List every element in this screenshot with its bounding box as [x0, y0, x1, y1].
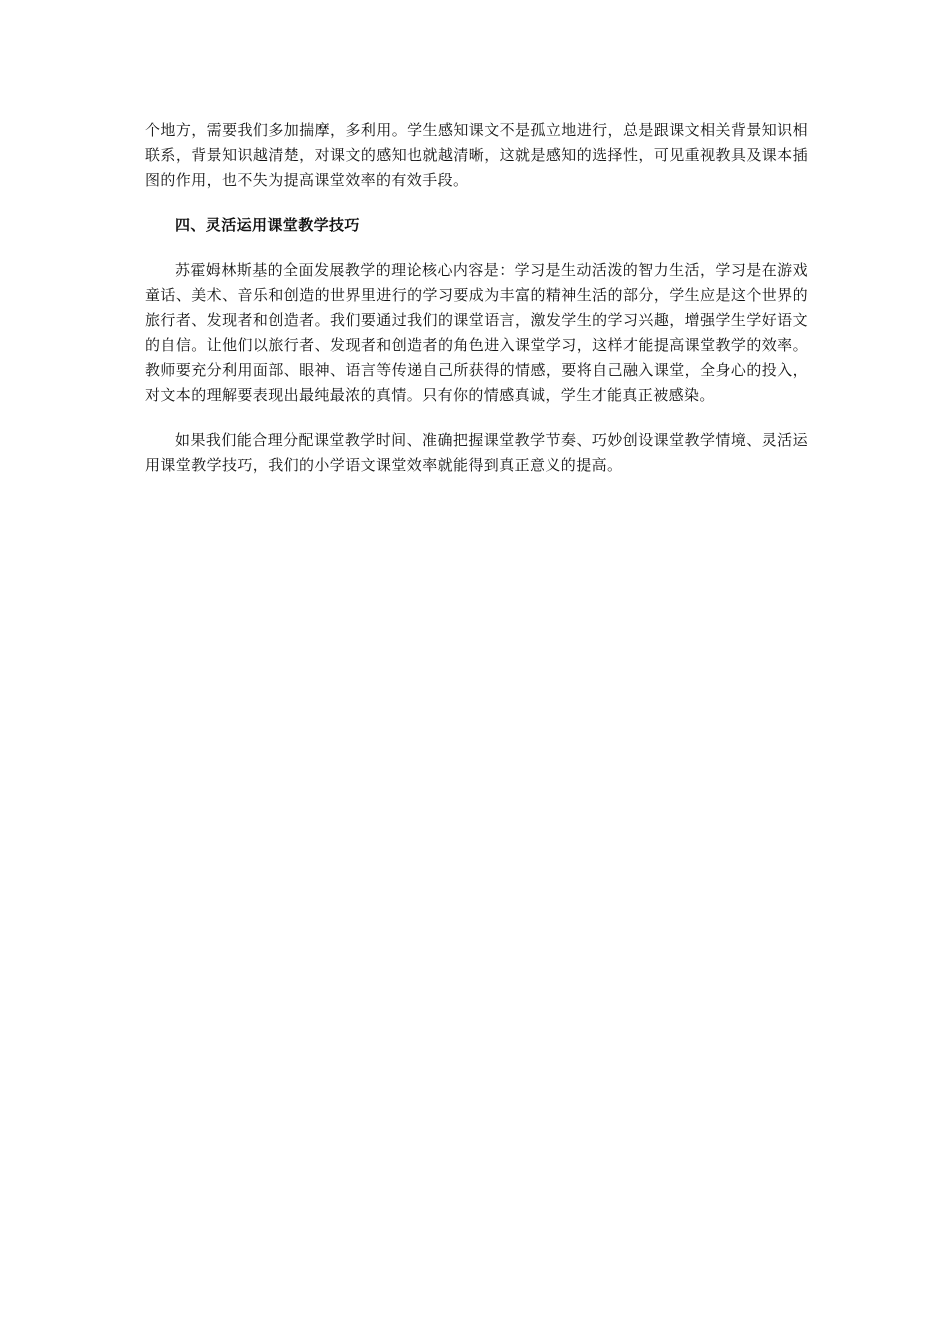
paragraph-continuation: 个地方，需要我们多加揣摩，多利用。学生感知课文不是孤立地进行，总是跟课文相关背景知识相联系，背景知识越清楚，对课文的感知也就越清晰，这就是感知的选择性，可见重视教具及课本插图的作用，也不失为提高课堂效率的有效手段。 [145, 121, 808, 189]
paragraph-body: 苏霍姆林斯基的全面发展教学的理论核心内容是：学习是生动活泼的智力生活，学习是在游戏童话、美术、音乐和创造的世界里进行的学习要成为丰富的精神生活的部分，学生应是这个世界的旅行者、发现者和创造者。我们要通过我们的课堂语言，激发学生的学习兴趣，增强学生学好语文的自信。让他们以旅行者、发现者和创造者的角色进入课堂学习，这样才能提高课堂教学的效率。教师要充分利用面部、眼神、语言等传递自己所获得的情感，要将自己融入课堂，全身心的投入，对文本的理解要表现出最纯最浓的真情。只有你的情感真诚，学生才能真正被感染。 [145, 261, 808, 404]
section-heading: 四、灵活运用课堂教学技巧 [175, 216, 360, 234]
paragraph-conclusion: 如果我们能合理分配课堂教学时间、准确把握课堂教学节奏、巧妙创设课堂教学情境、灵活运用课堂教学技巧，我们的小学语文课堂效率就能得到真正意义的提高。 [145, 431, 808, 474]
document-body [145, 118, 808, 498]
